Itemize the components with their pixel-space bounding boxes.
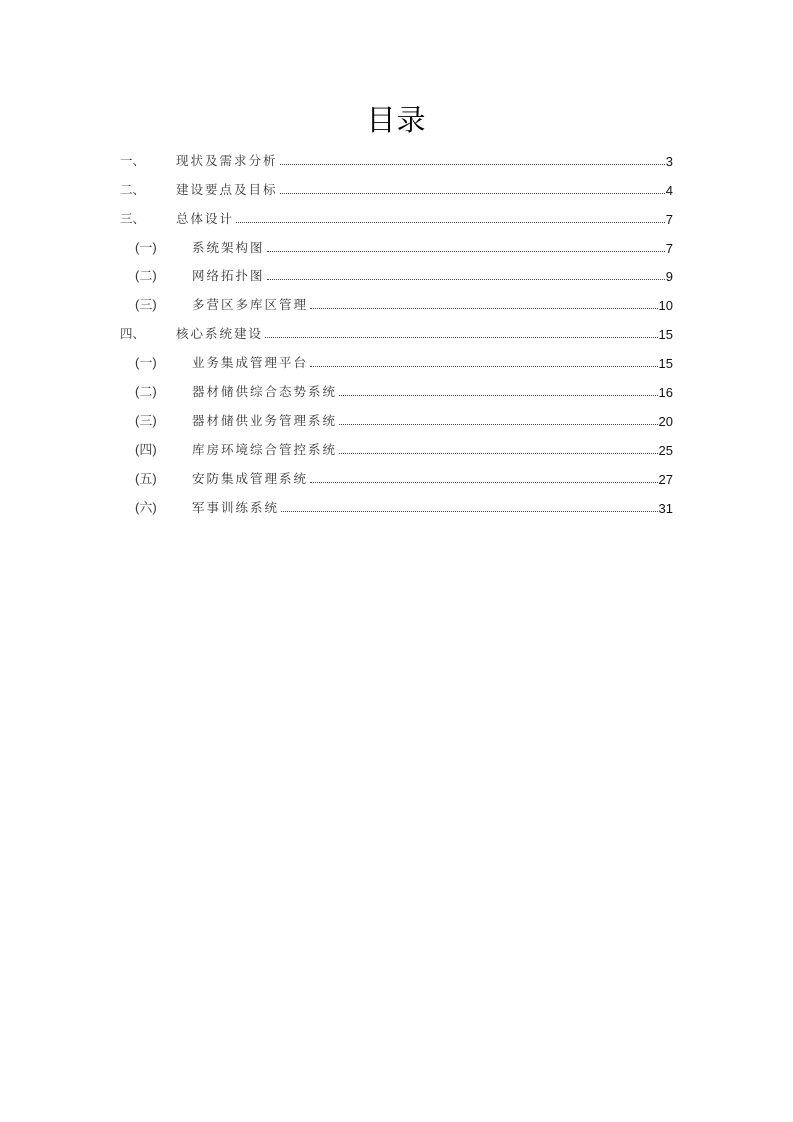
toc-entry-number: (一) [135,239,157,255]
toc-entry-number: (二) [135,268,157,284]
toc-entry-page: 15 [658,327,673,343]
dot-leader [339,453,658,454]
toc-title: 目录 [366,103,427,137]
toc-entry-number: 一、 [120,152,146,168]
dot-leader [339,395,658,396]
toc-entry-title[interactable]: 核心系统建设 [176,326,264,342]
toc-entry-title[interactable]: 库房环境综合管控系统 [192,441,338,457]
toc-entry-title[interactable]: 多营区多库区管理 [192,297,309,313]
dot-leader [267,251,665,252]
toc-entry[interactable] [120,342,673,371]
dot-leader [281,511,658,512]
toc-entry-page: 3 [665,153,673,169]
toc-entry-number: (三) [135,412,157,428]
toc-entry-page: 7 [665,240,673,256]
toc-entry[interactable] [120,371,673,400]
dot-leader [280,193,665,194]
toc-entry-page: 4 [665,182,673,198]
toc-entry-number: (六) [135,499,157,515]
toc-entry-page: 16 [658,385,673,401]
toc-entry-title[interactable]: 器材储供综合态势系统 [192,384,338,400]
toc-entry[interactable] [120,227,673,256]
toc-entry-number: 三、 [120,210,146,226]
dot-leader [280,164,665,165]
dot-leader [310,366,658,367]
toc-entry-title[interactable]: 建设要点及目标 [176,181,278,197]
dot-leader [267,279,665,280]
toc-entry[interactable] [120,400,673,429]
toc-entry-title[interactable]: 总体设计 [176,210,235,226]
toc-entry[interactable] [120,140,673,169]
dot-leader [339,424,658,425]
toc-entry-number: 四、 [120,326,146,342]
toc-entry-page: 20 [658,413,673,429]
toc-entry-page: 10 [658,298,673,314]
toc-entry-title[interactable]: 现状及需求分析 [176,152,278,168]
toc-entry-number: (一) [135,355,157,371]
toc-entry-page: 15 [658,356,673,372]
table-of-contents [120,140,673,516]
toc-entry-page: 9 [665,269,673,285]
dot-leader [310,482,658,483]
toc-entry-number: (三) [135,297,157,313]
toc-entry-title[interactable]: 军事训练系统 [192,499,280,515]
toc-entry-page: 27 [658,471,673,487]
toc-entry-title[interactable]: 系统架构图 [192,239,265,255]
toc-entry-title[interactable]: 业务集成管理平台 [192,355,309,371]
dot-leader [265,337,658,338]
toc-entry-number: 二、 [120,181,146,197]
toc-entry-number: (五) [135,470,157,486]
toc-entry-number: (二) [135,384,157,400]
toc-entry[interactable] [120,256,673,285]
toc-entry[interactable] [120,198,673,227]
toc-entry[interactable] [120,487,673,516]
toc-entry-title[interactable]: 安防集成管理系统 [192,470,309,486]
toc-entry-title[interactable]: 网络拓扑图 [192,268,265,284]
toc-entry[interactable] [120,429,673,458]
toc-entry[interactable] [120,313,673,342]
toc-entry[interactable] [120,169,673,198]
dot-leader [236,222,665,223]
toc-entry-title[interactable]: 器材储供业务管理系统 [192,412,338,428]
toc-entry-page: 25 [658,442,673,458]
toc-entry-number: (四) [135,441,157,457]
toc-entry[interactable] [120,284,673,313]
toc-entry-page: 31 [658,500,673,516]
toc-entry[interactable] [120,458,673,487]
dot-leader [310,308,658,309]
toc-entry-page: 7 [665,211,673,227]
